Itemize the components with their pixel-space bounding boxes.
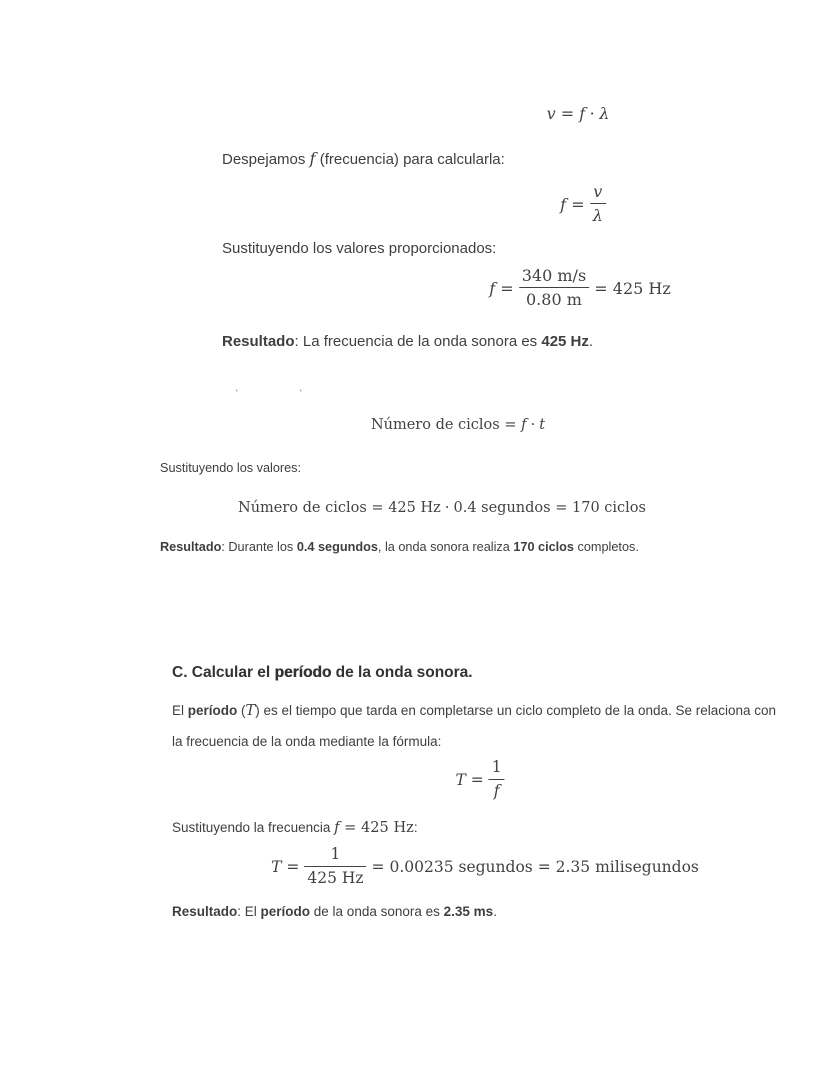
- math-equals: =: [555, 500, 568, 516]
- fraction: [590, 182, 606, 225]
- result-value: 170 ciclos: [513, 540, 574, 554]
- formula-cycles-substitution: [238, 500, 646, 516]
- fraction-denominator: 0.80 m: [526, 290, 582, 310]
- text-sustituyendo-valores-b: Sustituyendo los valores:: [160, 461, 302, 475]
- heading-segment: de la onda sonora.: [331, 664, 473, 681]
- math-value: 2.35 milisegundos: [555, 858, 699, 877]
- result-period: [172, 904, 497, 919]
- formula-wave-equation: [547, 104, 610, 123]
- text-segment: :: [413, 820, 418, 835]
- math-equals: =: [339, 819, 361, 836]
- result-frequency: [222, 333, 593, 350]
- text-emphasis: período: [260, 904, 311, 919]
- text-segment: (frecuencia) para calcularla:: [315, 151, 505, 168]
- math-equals: =: [504, 417, 517, 433]
- math-equals: =: [594, 279, 608, 299]
- result-label: Resultado: [160, 540, 222, 554]
- text-segment: .: [588, 333, 594, 350]
- math-var-f: f: [334, 819, 340, 836]
- text-sustituyendo-frecuencia: [172, 819, 418, 836]
- result-value: 425 Hz: [541, 333, 589, 350]
- math-multiplication-dot: ·: [444, 500, 450, 516]
- formula-frequency-substitution: [489, 268, 671, 311]
- formula-frequency-definition: [560, 184, 606, 227]
- text-segment: Despejamos: [222, 151, 310, 168]
- fraction-numerator: 1: [304, 845, 366, 867]
- math-equals: =: [537, 858, 551, 877]
- text-emphasis: período: [187, 703, 238, 718]
- paragraph-period-definition: [172, 695, 776, 757]
- math-equals: =: [286, 858, 300, 877]
- math-value: 425 Hz: [388, 500, 441, 516]
- math-multiplication-dot: ·: [589, 104, 595, 123]
- math-var-f: f: [521, 417, 527, 433]
- text-segment: Sustituyendo la frecuencia: [172, 820, 335, 835]
- formula-period-substitution: [271, 847, 699, 889]
- math-var-lambda: λ: [599, 104, 610, 123]
- text-segment: completos.: [574, 540, 639, 554]
- section-c-heading: [172, 664, 473, 682]
- fraction-denominator: 425 Hz: [307, 868, 364, 887]
- fraction: [519, 266, 589, 309]
- math-equals: =: [571, 195, 585, 215]
- math-var-v: v: [546, 104, 556, 123]
- text-sustituyendo-valores-a: Sustituyendo los valores proporcionados:: [222, 240, 497, 257]
- math-result: 425 Hz: [612, 279, 671, 299]
- math-value: 425 Hz: [361, 819, 414, 836]
- fraction-numerator: 1: [489, 758, 505, 780]
- stray-mark: ': [236, 388, 238, 398]
- result-label: Resultado: [172, 904, 238, 919]
- result-cycles: [160, 540, 639, 554]
- math-equals: =: [371, 858, 385, 877]
- result-label: Resultado: [222, 333, 295, 350]
- fraction: [304, 845, 366, 887]
- text-segment: ) es el tiempo que tarda en completarse un ciclo completo de la onda. Se relaciona con: [255, 703, 777, 718]
- text-segment: .: [493, 904, 497, 919]
- paragraph-line: [172, 695, 776, 726]
- math-equals: =: [371, 500, 384, 516]
- math-value: 0.00235 segundos: [389, 858, 533, 877]
- text-segment: : La frecuencia de la onda sonora es: [294, 333, 542, 350]
- text-segment: de la onda sonora es: [310, 904, 444, 919]
- fraction-denominator: λ: [592, 206, 603, 226]
- math-value: 0.4 segundos: [453, 500, 551, 516]
- fraction-numerator: v: [590, 182, 606, 204]
- paragraph-line: la frecuencia de la onda mediante la fórmula:: [172, 734, 442, 749]
- math-var-t: t: [539, 417, 546, 433]
- text-segment: , la onda sonora realiza: [377, 540, 514, 554]
- math-text-numero-de-ciclos: Número de ciclos: [238, 500, 367, 516]
- formula-period: [455, 760, 504, 802]
- result-value: 2.35 ms: [443, 904, 494, 919]
- text-segment: (: [237, 703, 246, 718]
- math-var-f: f: [489, 279, 496, 299]
- heading-segment: C. Calcular el: [172, 664, 275, 681]
- math-equals: =: [470, 771, 484, 790]
- text-despejamos: [222, 149, 505, 168]
- math-var-T: T: [245, 702, 256, 719]
- math-var-T: T: [455, 771, 466, 790]
- fraction-denominator: f: [493, 781, 500, 800]
- math-var-f: f: [309, 149, 316, 168]
- math-multiplication-dot: ·: [530, 417, 536, 433]
- math-text-numero-de-ciclos: Número de ciclos: [370, 417, 500, 433]
- text-segment: : Durante los: [221, 540, 297, 554]
- math-var-T: T: [271, 858, 282, 877]
- math-equals: =: [560, 104, 575, 123]
- fraction-numerator: 340 m/s: [519, 266, 589, 288]
- text-segment: El: [172, 703, 188, 718]
- text-segment: : El: [237, 904, 261, 919]
- math-equals: =: [500, 279, 514, 299]
- math-result: 170 ciclos: [572, 500, 646, 516]
- heading-emphasis: período: [274, 664, 332, 681]
- fraction: [489, 758, 505, 800]
- math-var-f: f: [560, 195, 567, 215]
- result-value: 0.4 segundos: [296, 540, 378, 554]
- math-var-f: f: [579, 104, 586, 123]
- formula-cycles: [371, 417, 545, 433]
- stray-mark: ': [300, 388, 302, 398]
